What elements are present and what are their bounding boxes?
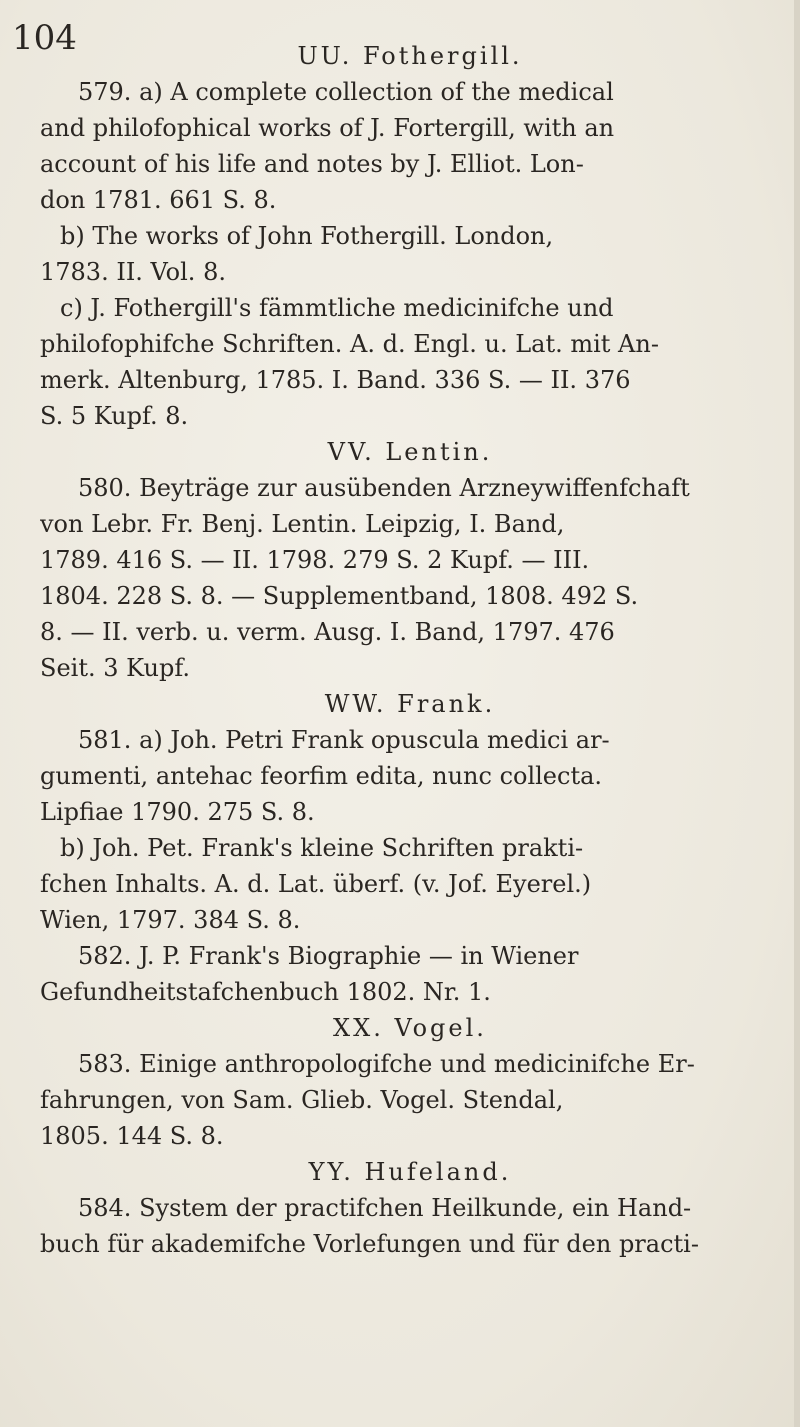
page-number: 104 <box>12 18 77 58</box>
entry-line: fahrungen, von Sam. Glieb. Vogel. Stendal, <box>40 1086 564 1114</box>
section-heading: VV. Lentin. <box>327 438 493 466</box>
entry-line: Seit. 3 Kupf. <box>40 654 190 682</box>
entry-line: gumenti, antehac feorfim edita, nunc collecta. <box>40 762 603 790</box>
entry-line: fchen Inhalts. A. d. Lat. überf. (v. Jof. Eyerel.) <box>40 870 592 898</box>
section-heading: YY. Hufeland. <box>308 1158 512 1186</box>
entry-line: don 1781. 661 S. 8. <box>40 186 277 214</box>
entry-line: Lipfiae 1790. 275 S. 8. <box>40 798 315 826</box>
entry-line: 1804. 228 S. 8. — Supplementband, 1808. 492 S. <box>40 582 639 610</box>
entry-line: account of his life and notes by J. Elliot. Lon- <box>40 150 584 178</box>
entry-line: S. 5 Kupf. 8. <box>40 402 189 430</box>
entry-line: b) Joh. Pet. Frank's kleine Schriften prakti- <box>60 834 584 862</box>
entry-line: Gefundheitstafchenbuch 1802. Nr. 1. <box>40 978 491 1006</box>
entry-line: 583. Einige anthropologifche und medicinifche Er- <box>78 1050 695 1078</box>
entry-line: 581. a) Joh. Petri Frank opuscula medici ar- <box>78 726 610 754</box>
entry-line: 580. Beyträge zur ausübenden Arzneywiffenfchaft <box>78 474 690 502</box>
section-heading: UU. Fothergill. <box>297 42 523 70</box>
section-heading: XX. Vogel. <box>333 1014 487 1042</box>
entry-line: 1789. 416 S. — II. 1798. 279 S. 2 Kupf. — III. <box>40 546 590 574</box>
entry-line: von Lebr. Fr. Benj. Lentin. Leipzig, I. Band, <box>40 510 565 538</box>
entry-line: 584. System der practifchen Heilkunde, ein Hand- <box>78 1194 692 1222</box>
entry-line: 579. a) A complete collection of the medical <box>78 78 614 106</box>
entry-line: 1783. II. Vol. 8. <box>40 258 226 286</box>
page-edge-shadow <box>794 0 800 1427</box>
entry-line: 582. J. P. Frank's Biographie — in Wiener <box>78 942 579 970</box>
bibliography-text <box>40 38 780 1262</box>
section-heading: WW. Frank. <box>324 690 496 718</box>
entry-line: and philofophical works of J. Fortergill, with an <box>40 114 615 142</box>
entry-line: b) The works of John Fothergill. London, <box>60 222 554 250</box>
entry-line: buch für akademifche Vorlefungen und für den practi- <box>40 1230 699 1258</box>
entry-line: merk. Altenburg, 1785. I. Band. 336 S. — II. 376 <box>40 366 631 394</box>
entry-line: philofophifche Schriften. A. d. Engl. u. Lat. mit An- <box>40 330 659 358</box>
entry-line: c) J. Fothergill's fämmtliche medicinifche und <box>60 294 614 322</box>
entry-line: Wien, 1797. 384 S. 8. <box>40 906 301 934</box>
entry-line: 1805. 144 S. 8. <box>40 1122 224 1150</box>
entry-line: 8. — II. verb. u. verm. Ausg. I. Band, 1797. 476 <box>40 618 615 646</box>
